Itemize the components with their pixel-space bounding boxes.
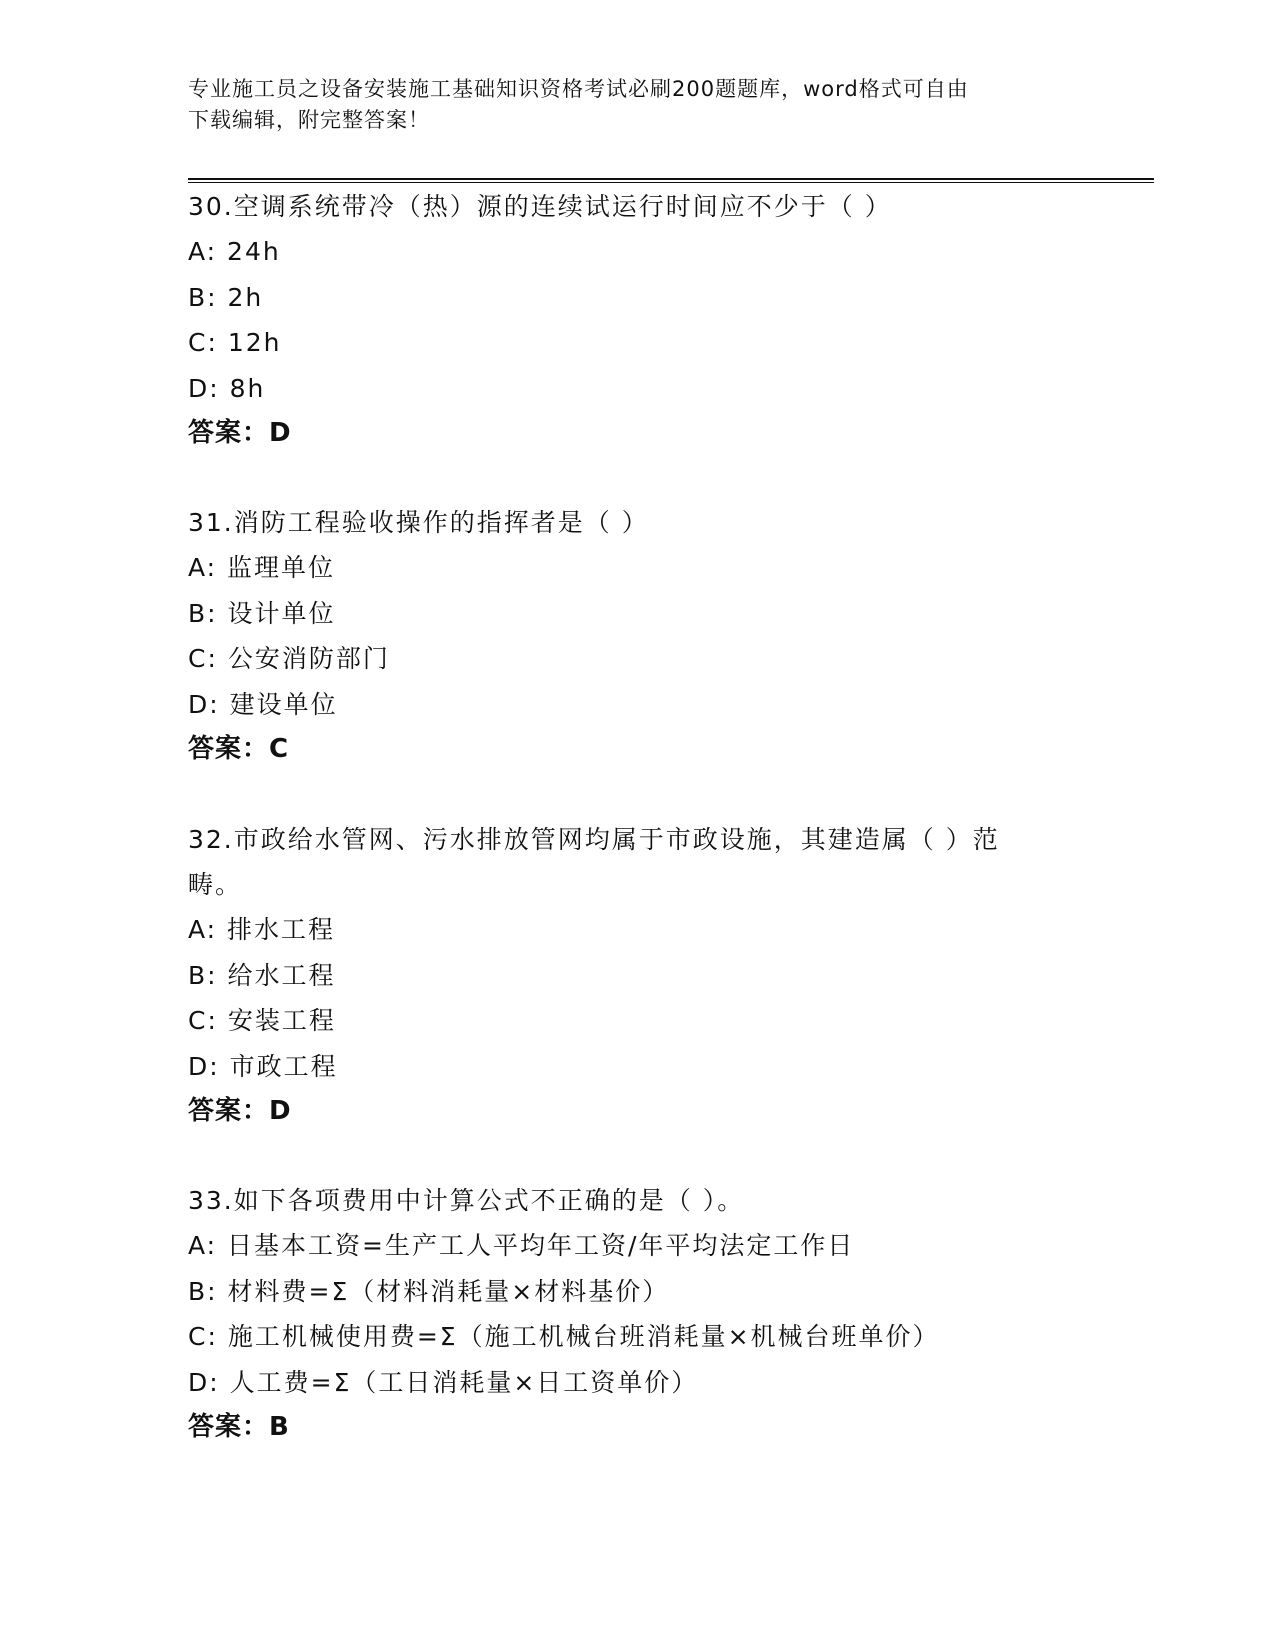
- option-b: B: 材料费=Σ（材料消耗量×材料基价）: [188, 1276, 670, 1306]
- option-a: A: 日基本工资=生产工人平均年工资/年平均法定工作日: [188, 1231, 855, 1260]
- option-b: B: 2h: [188, 282, 264, 312]
- option-d: D: 建设单位: [188, 689, 338, 719]
- answer: 答案：C: [188, 734, 290, 764]
- answer: 答案：D: [188, 418, 292, 448]
- header-line-2: 下载编辑，附完整答案！: [188, 108, 430, 132]
- option-b: B: 给水工程: [188, 960, 336, 990]
- option-c: C: 12h: [188, 328, 282, 357]
- option-a: A: 24h: [188, 237, 281, 266]
- question-stem: 31.消防工程验收操作的指挥者是（ ）: [188, 508, 649, 537]
- answer: 答案：B: [188, 1412, 290, 1442]
- question-stem-line-1: 32.市政给水管网、污水排放管网均属于市政设施，其建造属（ ）范: [188, 825, 1000, 854]
- question-31: [188, 500, 1068, 772]
- option-b: B: 设计单位: [188, 598, 336, 628]
- option-c: C: 安装工程: [188, 1006, 336, 1035]
- header-divider-thick: [188, 178, 1154, 180]
- document-header: [188, 74, 1088, 136]
- question-stem: 33.如下各项费用中计算公式不正确的是（ ）。: [188, 1186, 745, 1215]
- header-divider-thin: [188, 182, 1154, 183]
- question-stem-line-2: 畴。: [188, 870, 243, 899]
- question-33: [188, 1178, 1068, 1450]
- option-c: C: 公安消防部门: [188, 644, 390, 673]
- question-32: [188, 817, 1068, 1134]
- option-c: C: 施工机械使用费=Σ（施工机械台班消耗量×机械台班单价）: [188, 1322, 940, 1351]
- header-line-1: 专业施工员之设备安装施工基础知识资格考试必刷200题题库，word格式可自由: [188, 77, 969, 101]
- option-a: A: 排水工程: [188, 915, 336, 944]
- option-d: D: 人工费=Σ（工日消耗量×日工资单价）: [188, 1367, 699, 1397]
- option-d: D: 8h: [188, 373, 266, 403]
- option-d: D: 市政工程: [188, 1051, 338, 1081]
- answer: 答案：D: [188, 1096, 292, 1126]
- option-a: A: 监理单位: [188, 553, 336, 582]
- question-stem: 30.空调系统带冷（热）源的连续试运行时间应不少于（ ）: [188, 192, 892, 221]
- question-30: [188, 184, 1068, 456]
